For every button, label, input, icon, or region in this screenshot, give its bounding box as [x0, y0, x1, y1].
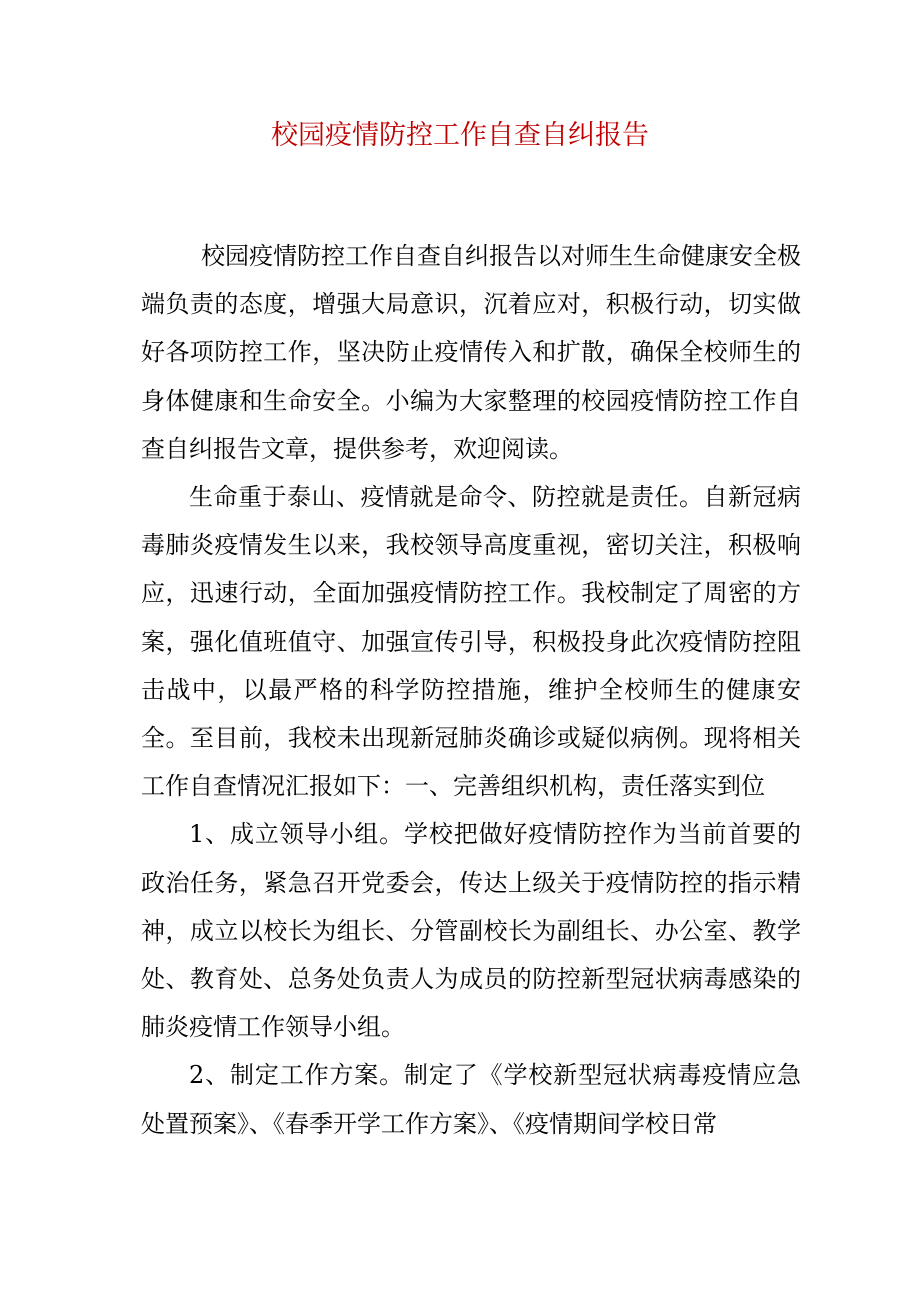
document-body	[141, 232, 801, 1148]
paragraph-overview: 生命重于泰山、疫情就是命令、防控就是责任。自新冠病毒肺炎疫情发生以来，我校领导高度重视，密切关注，积极响应，迅速行动，全面加强疫情防控工作。我校制定了周密的方案，强化值班值守、加强宣传引导，积极投身此次疫情防控阻击战中，以最严格的科学防控措施，维护全校师生的健康安全。至目前，我校未出现新冠肺炎确诊或疑似病例。现将相关工作自查情况汇报如下：一、完善组织机构，责任落实到位	[141, 483, 801, 801]
document-title: 校园疫情防控工作自查自纠报告	[271, 120, 649, 151]
paragraph-intro: 校园疫情防控工作自查自纠报告以对师生生命健康安全极端负责的态度，增强大局意识，沉着应对，积极行动，切实做好各项防控工作，坚决防止疫情传入和扩散，确保全校师生的身体健康和生命安全。小编为大家整理的校园疫情防控工作自查自纠报告文章，提供参考，欢迎阅读。	[141, 242, 801, 463]
paragraph-item-2: 2、制定工作方案。制定了《学校新型冠状病毒疫情应急处置预案》、《春季开学工作方案》、《疫情期间学校日常	[141, 1061, 801, 1138]
paragraph-item-1: 1、成立领导小组。学校把做好疫情防控作为当前首要的政治任务，紧急召开党委会，传达上级关于疫情防控的指示精神，成立以校长为组长、分管副校长为副组长、办公室、教学处、教育处、总务处负责人为成员的防控新型冠状病毒感染的肺炎疫情工作领导小组。	[141, 820, 801, 1042]
